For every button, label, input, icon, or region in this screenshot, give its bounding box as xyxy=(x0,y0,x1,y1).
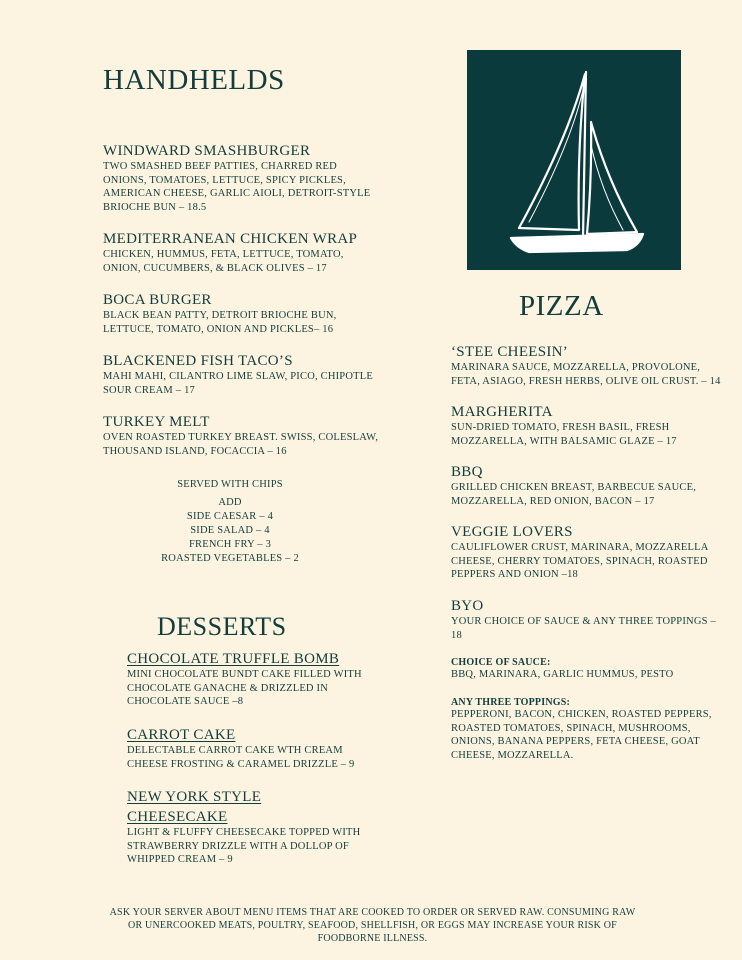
item-name: VEGGIE LOVERS xyxy=(451,524,573,540)
item-name: MEDITERRANEAN CHICKEN WRAP xyxy=(103,231,358,247)
item-description: SUN-DRIED TOMATO, FRESH BASIL, FRESH MOZZARELLA, WITH BALSAMIC GLAZE – 17 xyxy=(451,422,677,447)
pizza-bbq xyxy=(451,463,721,508)
item-description: MINI CHOCOLATE BUNDT CAKE FILLED WITH CHOCOLATE GANACHE & DRIZZLED IN CHOCOLATE SAUCE –8 xyxy=(127,669,362,707)
menu-item-fish-taco xyxy=(103,352,383,397)
item-name: TURKEY MELT xyxy=(103,414,210,430)
item-name: CHOCOLATE TRUFFLE BOMB xyxy=(127,651,340,667)
item-name: BBQ xyxy=(451,464,483,480)
pizza-margherita xyxy=(451,403,721,448)
dessert-carrot-cake xyxy=(127,726,367,771)
menu-item-boca-burger xyxy=(103,291,383,336)
served-with-chips: SERVED WITH CHIPS xyxy=(177,479,283,490)
side-option: SIDE CAESAR – 4 xyxy=(186,511,274,522)
item-description: DELECTABLE CARROT CAKE WTH CREAM CHEESE FROSTING & CARAMEL DRIZZLE – 9 xyxy=(127,745,355,770)
item-description: OVEN ROASTED TURKEY BREAST. SWISS, COLESLAW, THOUSAND ISLAND, FOCACCIA – 16 xyxy=(103,432,379,457)
toppings-heading: ANY THREE TOPPINGS: xyxy=(451,697,571,708)
menu-item-turkey-melt xyxy=(103,413,383,458)
item-description: MAHI MAHI, CILANTRO LIME SLAW, PICO, CHIPOTLE SOUR CREAM – 17 xyxy=(103,371,373,396)
three-toppings xyxy=(451,697,721,762)
raw-food-disclaimer: ASK YOUR SERVER ABOUT MENU ITEMS THAT ARE COOKED TO ORDER OR SERVED RAW. CONSUMING RAW OR UNERCOOKED MEATS, POULTRY, SEAFOOD, SHELLFISH, OR EGGS MAY INCREASE YOUR RISK OF FOODBORNE ILLNESS. xyxy=(109,907,636,944)
side-option: SIDE SALAD – 4 xyxy=(190,525,270,536)
sauce-list: BBQ, MARINARA, GARLIC HUMMUS, PESTO xyxy=(451,669,674,680)
pizza-stee-cheesin xyxy=(451,343,721,388)
item-name: ‘STEE CHEESIN’ xyxy=(451,344,569,360)
toppings-list: PEPPERONI, BACON, CHICKEN, ROASTED PEPPERS, ROASTED TOMATOES, SPINACH, MUSHROOMS, ONIONS, BANANA PEPPERS, FETA CHEESE, GOAT CHEESE, MOZZARELLA. xyxy=(451,709,712,761)
menu-item-smashburger xyxy=(103,142,383,214)
item-description: BLACK BEAN PATTY, DETROIT BRIOCHE BUN, LETTUCE, TOMATO, ONION AND PICKLES– 16 xyxy=(103,310,337,335)
choice-of-sauce xyxy=(451,657,721,682)
pizza-veggie-lovers xyxy=(451,523,721,582)
desserts-title: DESSERTS xyxy=(157,612,287,641)
item-name: BOCA BURGER xyxy=(103,292,212,308)
item-description: YOUR CHOICE OF SAUCE & ANY THREE TOPPINGS – 18 xyxy=(451,616,716,641)
side-option: FRENCH FRY – 3 xyxy=(188,539,272,550)
item-name: CHEESECAKE xyxy=(127,809,228,825)
sides-block xyxy=(140,478,320,566)
item-description: CHICKEN, HUMMUS, FETA, LETTUCE, TOMATO, ONION, CUCUMBERS, & BLACK OLIVES – 17 xyxy=(103,249,344,274)
item-description: LIGHT & FLUFFY CHEESECAKE TOPPED WITH STRAWBERRY DRIZZLE WITH A DOLLOP OF WHIPPED CREAM – 9 xyxy=(127,827,361,865)
item-description: MARINARA SAUCE, MOZZARELLA, PROVOLONE, FETA, ASIAGO, FRESH HERBS, OLIVE OIL CRUST. – 14 xyxy=(451,362,721,387)
add-label: ADD xyxy=(218,497,242,508)
item-name: BLACKENED FISH TACO’S xyxy=(103,353,293,369)
item-description: TWO SMASHED BEEF PATTIES, CHARRED RED ONIONS, TOMATOES, LETTUCE, SPICY PICKLES, AMERICAN CHEESE, GARLIC AIOLI, DETROIT-STYLE BRIOCHE BUN – 18.5 xyxy=(103,161,371,213)
item-name: BYO xyxy=(451,598,484,614)
sailboat-icon xyxy=(467,50,681,270)
handhelds-title: HANDHELDS xyxy=(103,64,285,96)
item-description: GRILLED CHICKEN BREAST, BARBECUE SAUCE, MOZZARELLA, RED ONION, BACON – 17 xyxy=(451,482,697,507)
sauce-heading: CHOICE OF SAUCE: xyxy=(451,657,551,668)
item-name: CARROT CAKE xyxy=(127,727,236,743)
dessert-truffle-bomb xyxy=(127,650,367,709)
item-name: MARGHERITA xyxy=(451,404,553,420)
pizza-title: PIZZA xyxy=(519,290,604,322)
item-name: WINDWARD SMASHBURGER xyxy=(103,143,311,159)
dessert-cheesecake xyxy=(127,788,367,867)
item-name: NEW YORK STYLE xyxy=(127,789,262,805)
item-description: CAULIFLOWER CRUST, MARINARA, MOZZARELLA CHEESE, CHERRY TOMATOES, SPINACH, ROASTED PEPPERS AND ONION –18 xyxy=(451,542,708,580)
menu-item-chicken-wrap xyxy=(103,230,383,275)
pizza-byo xyxy=(451,597,721,642)
side-option: ROASTED VEGETABLES – 2 xyxy=(161,553,299,564)
sailboat-logo xyxy=(467,50,681,270)
